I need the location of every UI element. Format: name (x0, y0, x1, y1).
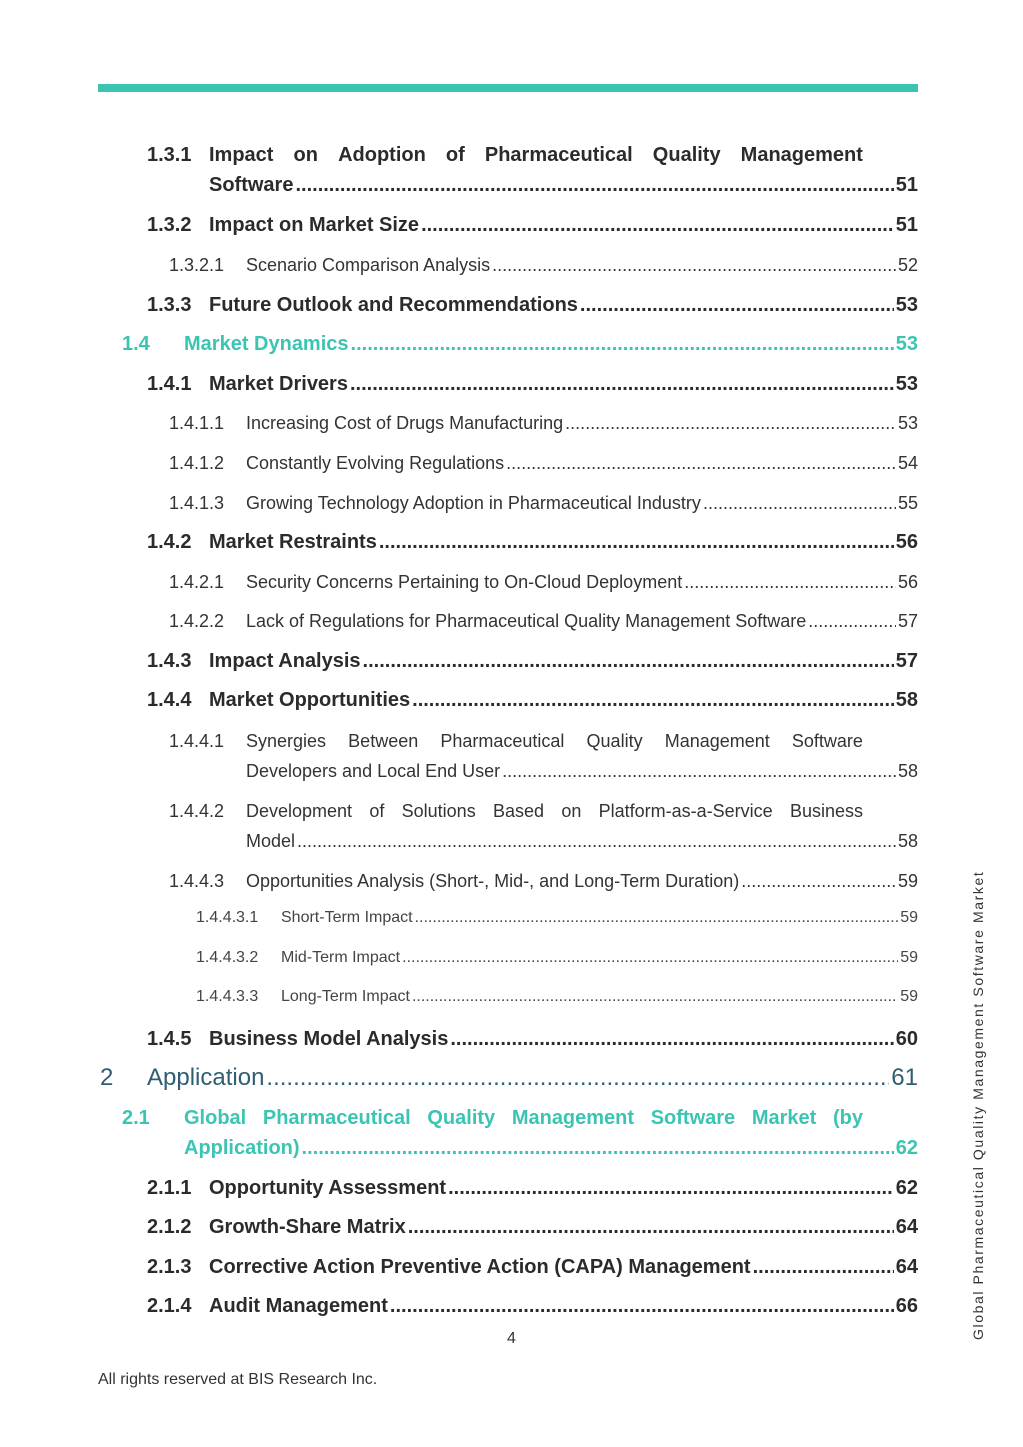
toc-entry[interactable] (147, 210, 918, 240)
toc-dot-leader (351, 329, 894, 359)
toc-entry[interactable] (147, 1024, 918, 1054)
toc-entry[interactable] (169, 408, 918, 438)
toc-title-word: on (293, 144, 318, 166)
toc-dot-leader (350, 369, 894, 399)
toc-title-word: Pharmaceutical (484, 144, 633, 166)
toc-page-number: 55 (897, 493, 918, 513)
toc-title-word: of (445, 144, 465, 166)
toc-entry-title: Growth-Share Matrix (209, 1216, 406, 1238)
toc-dot-leader (302, 1133, 894, 1163)
toc-dot-leader (297, 826, 896, 856)
toc-dot-leader (390, 1291, 894, 1321)
toc-entry-title: Constantly Evolving Regulations (246, 453, 505, 473)
top-accent-rule (98, 84, 918, 92)
toc-title-word: Management (740, 144, 863, 166)
toc-entry[interactable] (169, 448, 918, 478)
toc-title-word: Global (184, 1107, 247, 1129)
footer-copyright: All rights reserved at BIS Research Inc. (98, 1371, 378, 1388)
toc-dot-leader (580, 290, 894, 320)
toc-entry-title-line1 (169, 796, 863, 826)
toc-entry-number: 1.4.3 (147, 650, 192, 672)
toc-entry-title: Future Outlook and Recommendations (209, 294, 578, 316)
toc-entry-title: Application) (184, 1137, 300, 1159)
toc-entry[interactable] (246, 756, 918, 786)
toc-entry[interactable] (169, 866, 918, 896)
side-running-title: Global Pharmaceutical Quality Management Software Market (970, 870, 986, 1340)
toc-entry-number: 2.1.4 (147, 1295, 192, 1317)
toc-entry-number: 1.4.4.3.2 (196, 949, 259, 966)
toc-title-word: Quality (652, 144, 721, 166)
toc-page-number: 51 (895, 214, 918, 236)
toc-title-word: Solutions (401, 801, 476, 821)
toc-page-number: 58 (897, 831, 918, 851)
toc-entry-title: Market Drivers (209, 373, 348, 395)
toc-page-number: 53 (895, 333, 918, 355)
toc-entry[interactable] (246, 826, 918, 856)
toc-dot-leader (295, 170, 893, 200)
toc-title-word: Quality (586, 731, 643, 751)
toc-entry-title: Market Dynamics (184, 333, 349, 355)
toc-title-word: Pharmaceutical (262, 1107, 411, 1129)
toc-entry-number: 1.4.1.2 (169, 453, 225, 473)
toc-page-number: 59 (897, 871, 918, 891)
toc-entry[interactable] (169, 606, 918, 636)
toc-entry[interactable] (147, 685, 918, 715)
toc-page-number: 64 (895, 1256, 918, 1278)
toc-entry-title: Short-Term Impact (281, 909, 413, 926)
toc-page-number: 64 (895, 1216, 918, 1238)
toc-entry-number: 1.3.2.1 (169, 255, 225, 275)
toc-entry[interactable] (184, 1133, 918, 1163)
toc-entry[interactable] (147, 1212, 918, 1242)
toc-dot-leader (741, 866, 896, 896)
toc-entry[interactable] (100, 1062, 918, 1094)
toc-page-number: 54 (897, 453, 918, 473)
toc-entry-title: Corrective Action Preventive Action (CAPA) Management (209, 1256, 751, 1278)
toc-entry-title: Software (209, 174, 294, 196)
toc-entry[interactable] (196, 945, 918, 971)
toc-entry-title: Developers and Local End User (246, 761, 501, 781)
toc-entry-number: 1.4.2.1 (169, 572, 225, 592)
toc-title-word: Management (511, 1107, 635, 1129)
toc-dot-leader (492, 250, 896, 280)
toc-page-number: 57 (895, 650, 918, 672)
toc-entry-title: Business Model Analysis (209, 1028, 449, 1050)
toc-entry-number: 1.4.1 (147, 373, 192, 395)
toc-entry-title: Impact Analysis (209, 650, 361, 672)
toc-page-number: 56 (897, 572, 918, 592)
toc-title-word: Based (492, 801, 545, 821)
toc-entry[interactable] (196, 984, 918, 1010)
toc-dot-leader (379, 527, 894, 557)
toc-entry-title: Mid-Term Impact (281, 949, 401, 966)
toc-entry-number: 1.4 (122, 333, 150, 355)
toc-dot-leader (565, 408, 896, 438)
toc-page-number: 57 (897, 611, 918, 631)
toc-entry-number: 1.4.4.2 (169, 801, 225, 821)
toc-dot-leader (502, 756, 896, 786)
toc-title-word: Development (246, 801, 353, 821)
toc-page-number: 59 (900, 988, 918, 1005)
toc-entry-title: Scenario Comparison Analysis (246, 255, 491, 275)
toc-page-number: 53 (897, 413, 918, 433)
toc-entry[interactable] (196, 905, 918, 931)
toc-entry-title: Lack of Regulations for Pharmaceutical Quality Management Software (246, 611, 807, 631)
toc-title-word: Business (789, 801, 863, 821)
toc-dot-leader (363, 646, 894, 676)
toc-entry-number: 1.3.3 (147, 294, 192, 316)
toc-page-number: 66 (895, 1295, 918, 1317)
toc-title-word: on (561, 801, 582, 821)
toc-entry-title: Opportunity Assessment (209, 1177, 447, 1199)
toc-entry-title: Opportunities Analysis (Short-, Mid-, and Long-Term Duration) (246, 871, 740, 891)
toc-entry-number: 1.3.2 (147, 214, 192, 236)
toc-dot-leader (450, 1024, 893, 1054)
toc-entry[interactable] (147, 369, 918, 399)
toc-entry-number: 1.4.1.1 (169, 413, 225, 433)
toc-entry[interactable] (169, 488, 918, 518)
toc-page-number: 52 (897, 255, 918, 275)
toc-title-word: Adoption (338, 144, 426, 166)
toc-entry[interactable] (147, 290, 918, 320)
toc-title-word: Between (348, 731, 419, 751)
toc-page-number: 59 (900, 949, 918, 966)
toc-entry[interactable] (209, 170, 918, 200)
toc-page-number: 51 (895, 174, 918, 196)
toc-title-word: Market (751, 1107, 817, 1129)
toc-page-number: 58 (895, 689, 918, 711)
toc-dot-leader (506, 448, 896, 478)
toc-entry-number: 2.1 (122, 1107, 150, 1129)
toc-entry-number: 1.4.1.3 (169, 493, 225, 513)
toc-dot-leader (448, 1173, 894, 1203)
toc-page-number: 59 (900, 909, 918, 926)
toc-entry-number: 1.4.4.1 (169, 731, 225, 751)
toc-dot-leader (703, 488, 896, 518)
toc-entry-title-line1 (147, 140, 863, 170)
toc-entry-number: 1.4.4 (147, 689, 192, 711)
toc-entry-number: 1.4.4.3.3 (196, 988, 259, 1005)
toc-entry-title: Growing Technology Adoption in Pharmaceutical Industry (246, 493, 701, 513)
toc-page-number: 53 (895, 294, 918, 316)
toc-dot-leader (412, 984, 898, 1010)
toc-dot-leader (415, 905, 899, 931)
toc-entry-title: Security Concerns Pertaining to On-Cloud Deployment (246, 572, 683, 592)
toc-dot-leader (753, 1252, 894, 1282)
toc-entry-title: Long-Term Impact (281, 988, 410, 1005)
toc-dot-leader (421, 210, 894, 240)
toc-page-number: 53 (895, 373, 918, 395)
toc-entry[interactable] (147, 1173, 918, 1203)
toc-entry-number: 1.4.4.3 (169, 871, 225, 891)
toc-entry-number: 1.4.5 (147, 1028, 192, 1050)
toc-page-number: 58 (897, 761, 918, 781)
toc-title-word: Management (664, 731, 770, 751)
toc-title-word: Software (791, 731, 863, 751)
toc-entry-title-line1 (122, 1103, 863, 1133)
toc-entry-number: 1.4.2 (147, 531, 192, 553)
toc-title-word: Pharmaceutical (440, 731, 565, 751)
toc-dot-leader (266, 1062, 889, 1094)
toc-entry-number: 1.4.2.2 (169, 611, 225, 631)
toc-entry[interactable] (122, 329, 918, 359)
toc-entry-number: 2.1.3 (147, 1256, 192, 1278)
toc-entry-title: Increasing Cost of Drugs Manufacturing (246, 413, 564, 433)
toc-entry-title: Application (147, 1064, 265, 1091)
toc-entry[interactable] (147, 527, 918, 557)
toc-entry-title: Audit Management (209, 1295, 388, 1317)
toc-dot-leader (808, 606, 896, 636)
toc-page-number: 62 (895, 1177, 918, 1199)
toc-dot-leader (408, 1212, 894, 1242)
toc-entry-number: 2.1.2 (147, 1216, 192, 1238)
toc-title-word: of (369, 801, 385, 821)
toc-title-word: Impact (209, 144, 274, 166)
toc-entry[interactable] (147, 1291, 918, 1321)
toc-title-word: Software (650, 1107, 736, 1129)
toc-entry[interactable] (147, 646, 918, 676)
toc-page-number: 56 (895, 531, 918, 553)
toc-dot-leader (402, 945, 898, 971)
toc-title-word: Quality (427, 1107, 496, 1129)
toc-title-word: Platform-as-a-Service (598, 801, 773, 821)
toc-entry-title: Impact on Market Size (209, 214, 420, 236)
toc-entry-number: 2 (100, 1064, 114, 1091)
toc-entry-title-line1 (169, 726, 863, 756)
toc-page-number: 61 (891, 1064, 918, 1091)
page-number: 4 (507, 1330, 516, 1347)
toc-entry-number: 1.3.1 (147, 144, 192, 166)
toc-page-number: 60 (895, 1028, 918, 1050)
toc-dot-leader (412, 685, 894, 715)
toc-page-number: 62 (895, 1137, 918, 1159)
toc-entry[interactable] (147, 1252, 918, 1282)
toc-title-word: (by (832, 1107, 863, 1129)
toc-dot-leader (684, 567, 896, 597)
toc-entry[interactable] (169, 250, 918, 280)
toc-entry-number: 1.4.4.3.1 (196, 909, 259, 926)
toc-entry-title: Market Restraints (209, 531, 377, 553)
toc-entry[interactable] (169, 567, 918, 597)
toc-entry-number: 2.1.1 (147, 1177, 192, 1199)
toc-title-word: Synergies (246, 731, 327, 751)
toc-entry-title: Model (246, 831, 296, 851)
toc-entry-title: Market Opportunities (209, 689, 411, 711)
